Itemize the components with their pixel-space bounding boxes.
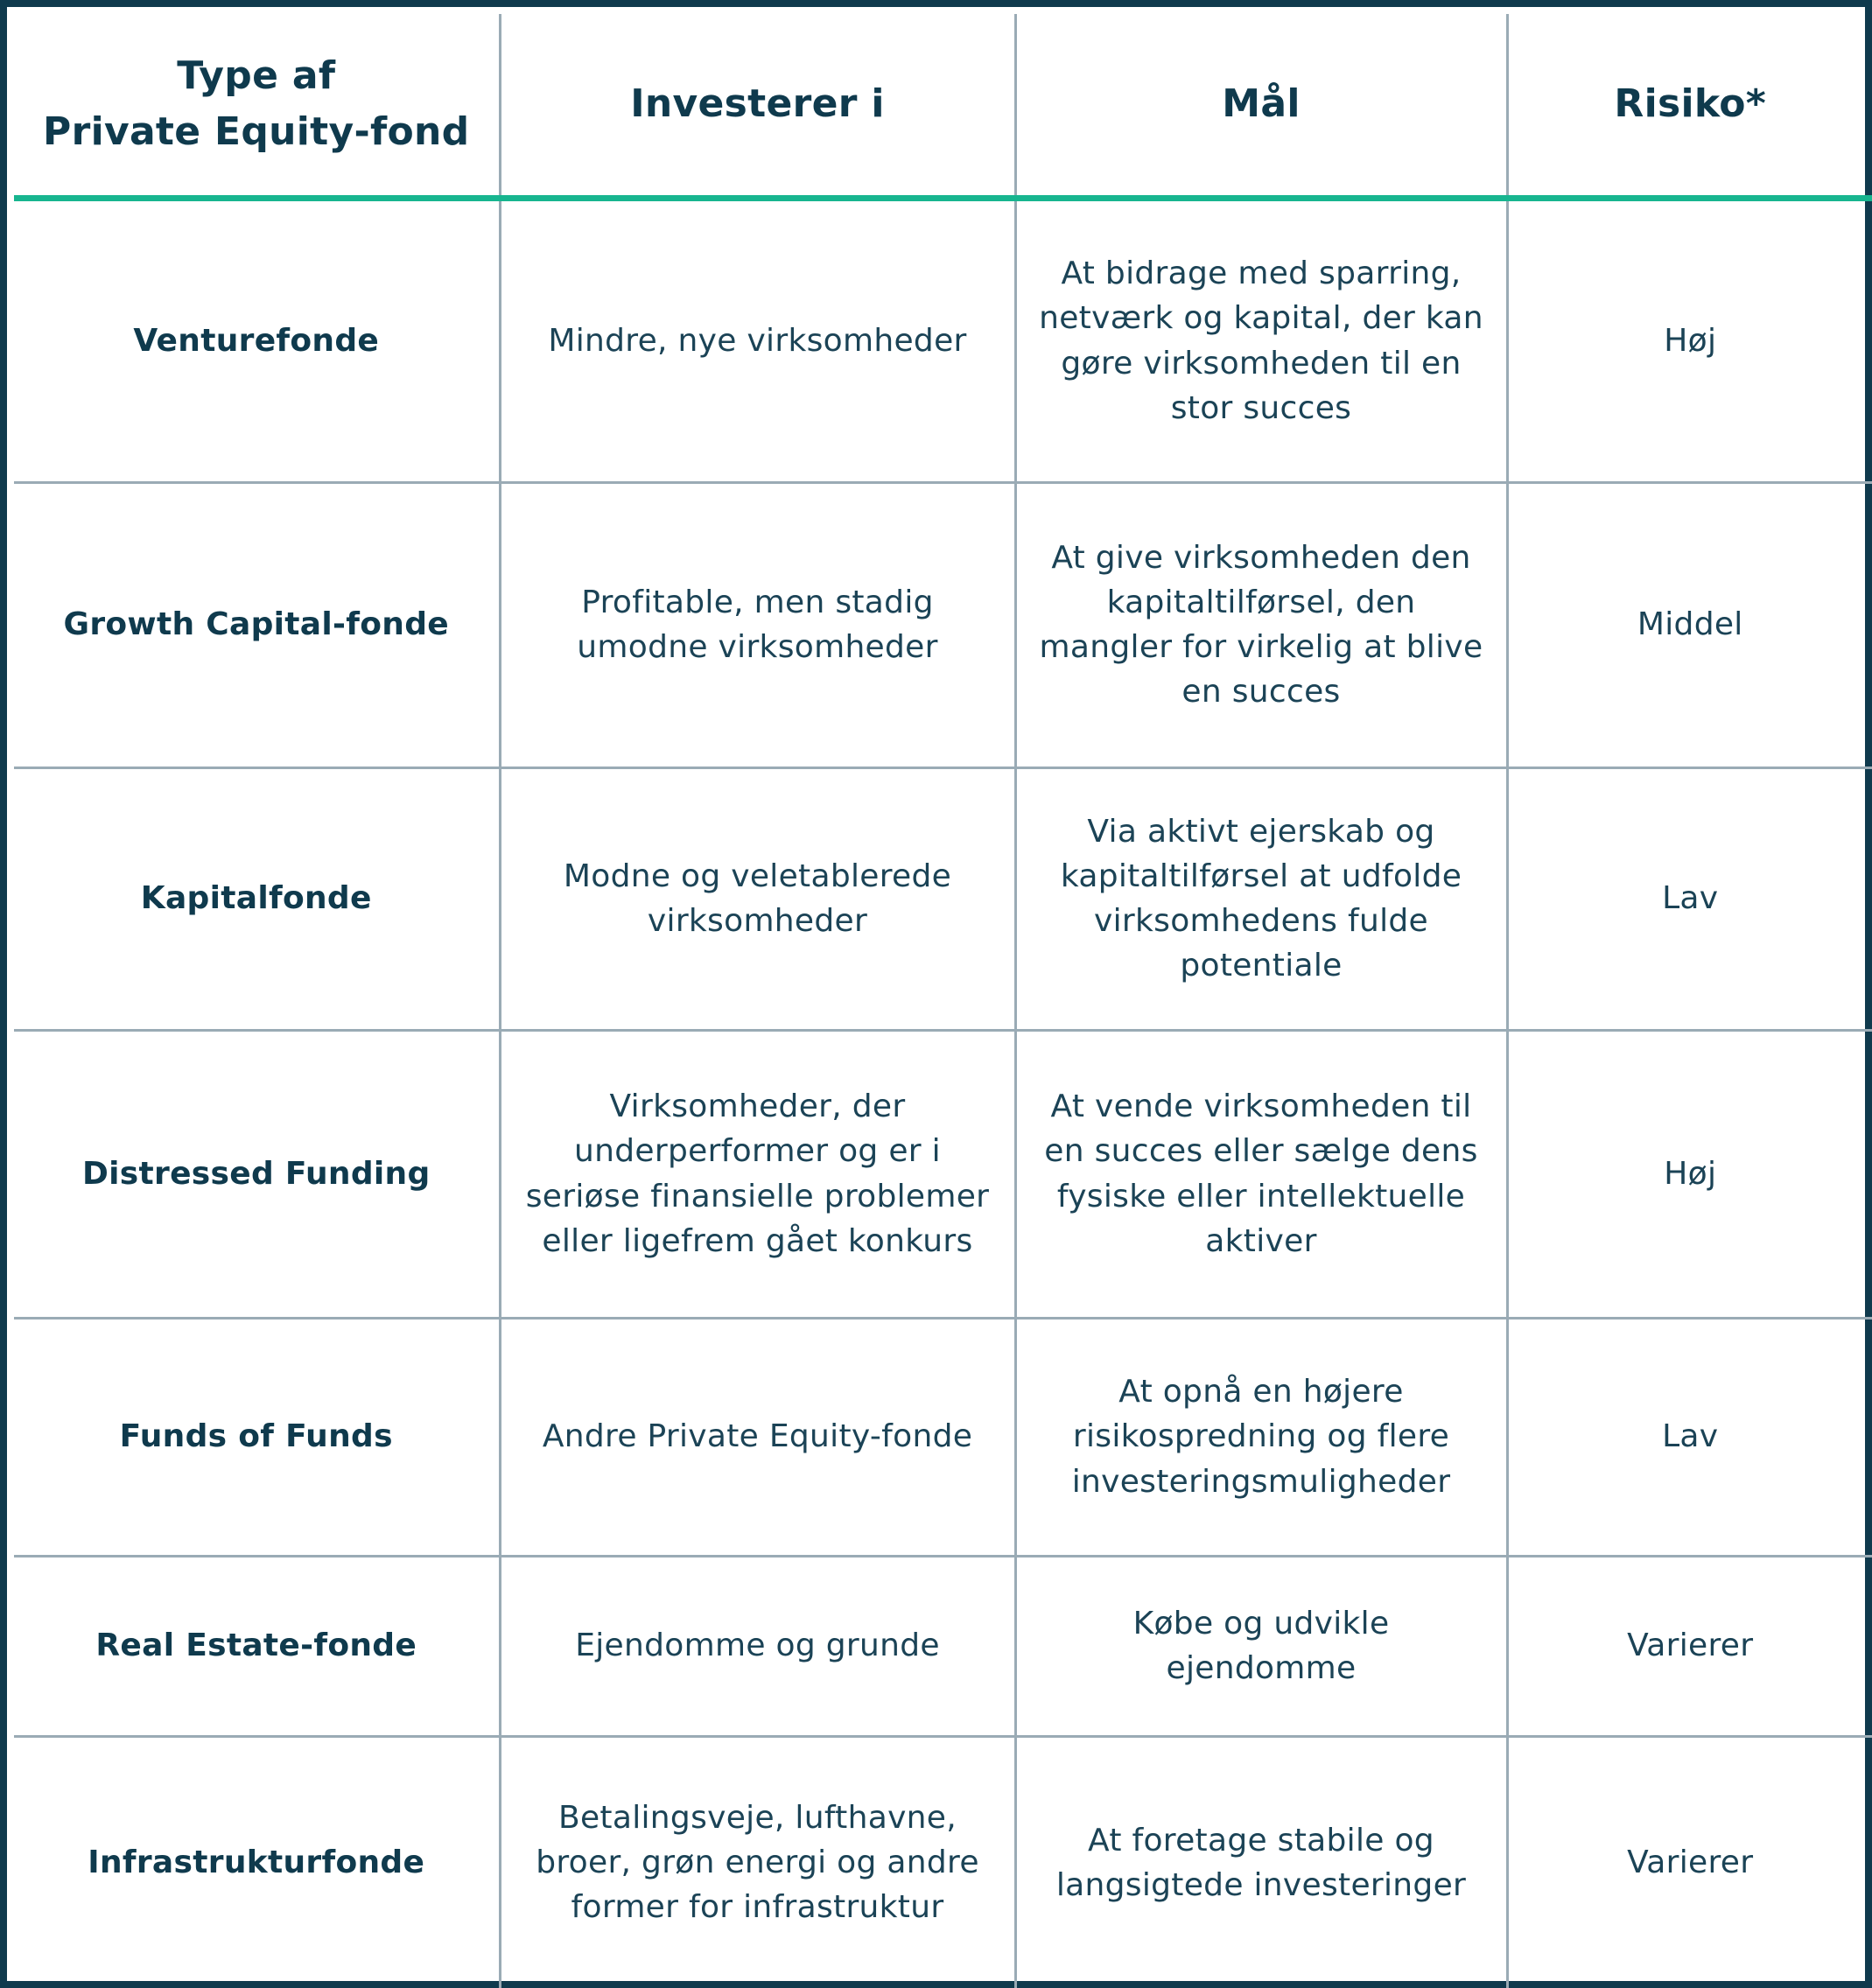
table-row <box>14 482 1872 767</box>
header-goal: Mål <box>1015 14 1507 198</box>
header-type <box>14 14 500 198</box>
cell-goal: At foretage stabile og langsigtede investeringer <box>1015 1736 1507 1988</box>
cell-goal: At opnå en højere risikospredning og flere investeringsmuligheder <box>1015 1318 1507 1556</box>
table-row <box>14 1030 1872 1318</box>
cell-goal: At bidrage med sparring, netværk og kapital, der kan gøre virksomheden til en stor succes <box>1015 198 1507 482</box>
cell-risk: Høj <box>1507 1030 1872 1318</box>
cell-type: Kapitalfonde <box>14 767 500 1030</box>
cell-goal: At give virksomheden den kapitaltilførsel, den mangler for virkelig at blive en succes <box>1015 482 1507 767</box>
cell-invests-in: Modne og veletablerede virksomheder <box>500 767 1015 1030</box>
cell-risk: Varierer <box>1507 1556 1872 1736</box>
cell-type: Growth Capital-fonde <box>14 482 500 767</box>
header-type-line2: Private Equity-fond <box>43 109 470 155</box>
cell-invests-in: Andre Private Equity-fonde <box>500 1318 1015 1556</box>
cell-risk: Middel <box>1507 482 1872 767</box>
table-row <box>14 1556 1872 1736</box>
table-row <box>14 198 1872 482</box>
cell-invests-in: Betalingsveje, lufthavne, broer, grøn energi og andre former for infrastruktur <box>500 1736 1015 1988</box>
cell-goal: Via aktivt ejerskab og kapitaltilførsel at udfolde virksomhedens fulde potentiale <box>1015 767 1507 1030</box>
header-risk: Risiko* <box>1507 14 1872 198</box>
cell-type: Funds of Funds <box>14 1318 500 1556</box>
table-row <box>14 1736 1872 1988</box>
cell-invests-in: Profitable, men stadig umodne virksomheder <box>500 482 1015 767</box>
private-equity-fund-table <box>14 14 1872 1988</box>
cell-type: Venturefonde <box>14 198 500 482</box>
cell-risk: Varierer <box>1507 1736 1872 1988</box>
cell-type: Infrastrukturfonde <box>14 1736 500 1988</box>
header-invests-in: Investerer i <box>500 14 1015 198</box>
cell-invests-in: Virksomheder, der underperformer og er i seriøse finansielle problemer eller ligefrem gået konkurs <box>500 1030 1015 1318</box>
cell-type: Distressed Funding <box>14 1030 500 1318</box>
cell-risk: Høj <box>1507 198 1872 482</box>
table-row <box>14 767 1872 1030</box>
table-header-row <box>14 14 1872 198</box>
table-row <box>14 1318 1872 1556</box>
cell-risk: Lav <box>1507 767 1872 1030</box>
cell-invests-in: Mindre, nye virksomheder <box>500 198 1015 482</box>
cell-goal: At vende virksomheden til en succes eller sælge dens fysiske eller intellektuelle aktiver <box>1015 1030 1507 1318</box>
cell-goal: Købe og udvikle ejendomme <box>1015 1556 1507 1736</box>
cell-risk: Lav <box>1507 1318 1872 1556</box>
cell-invests-in: Ejendomme og grunde <box>500 1556 1015 1736</box>
header-type-line1: Type af <box>177 53 336 99</box>
cell-type: Real Estate-fonde <box>14 1556 500 1736</box>
